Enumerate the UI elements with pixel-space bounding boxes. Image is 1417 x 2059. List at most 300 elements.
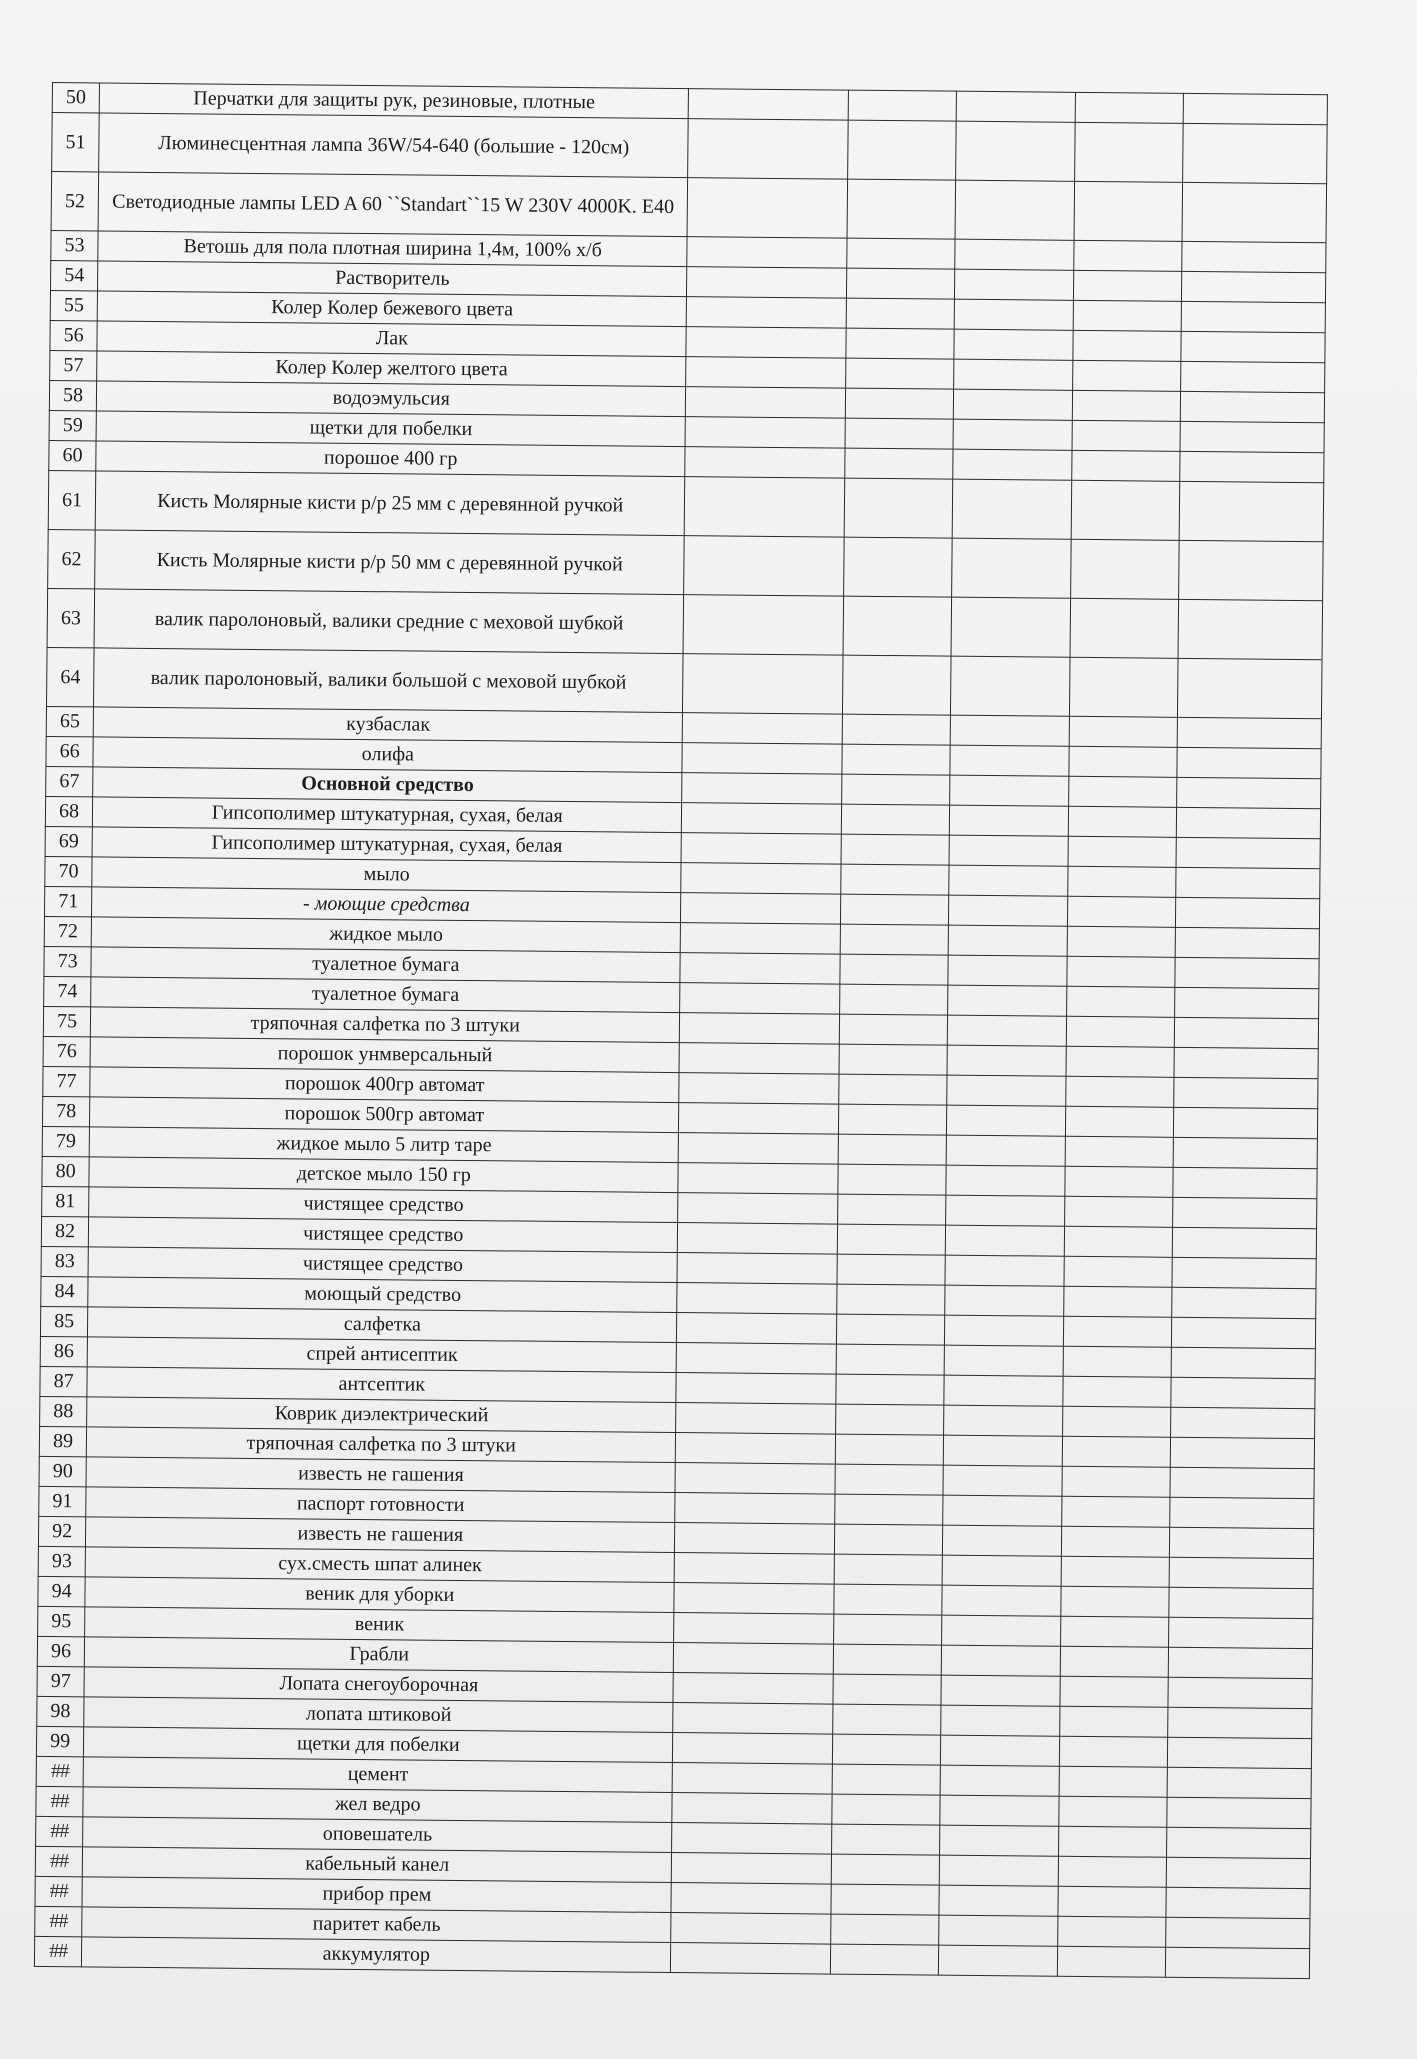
empty-cell: [943, 1405, 1062, 1436]
empty-cell: [833, 1674, 941, 1705]
empty-cell: [1069, 776, 1177, 807]
item-name-cell: порошок 500гр автомат: [90, 1097, 679, 1133]
empty-cell: [676, 1403, 836, 1435]
item-name-cell: порошок унмверсальный: [90, 1037, 679, 1073]
row-number-cell: 52: [51, 172, 99, 231]
empty-cell: [1062, 1466, 1170, 1497]
empty-cell: [1166, 1887, 1310, 1918]
empty-cell: [1068, 866, 1176, 897]
empty-cell: [1072, 450, 1180, 481]
empty-cell: [947, 1075, 1066, 1106]
empty-cell: [1074, 181, 1182, 241]
empty-cell: [943, 1435, 1062, 1466]
row-number-cell: 77: [43, 1066, 91, 1096]
empty-cell: [1181, 301, 1325, 332]
empty-cell: [1175, 957, 1319, 988]
empty-cell: [685, 447, 845, 479]
empty-cell: [834, 1584, 942, 1615]
empty-cell: [1176, 807, 1320, 838]
empty-cell: [951, 597, 1071, 657]
empty-cell: [1062, 1436, 1170, 1467]
item-name-cell: - моющие средства: [92, 887, 681, 923]
empty-cell: [1059, 1796, 1167, 1827]
empty-cell: [845, 388, 953, 419]
empty-cell: [945, 1285, 1064, 1316]
empty-cell: [687, 178, 847, 239]
empty-cell: [1172, 1227, 1316, 1258]
empty-cell: [674, 1553, 834, 1585]
item-name-cell: щетки для побелки: [96, 411, 685, 447]
item-name-cell: Ветошь для пола плотная ширина 1,4м, 100% х/б: [98, 231, 687, 267]
empty-cell: [679, 1133, 839, 1165]
item-name-cell: олифа: [93, 737, 682, 773]
empty-cell: [839, 1014, 947, 1045]
row-number-cell: 56: [50, 320, 98, 350]
row-number-cell: 82: [41, 1216, 89, 1246]
row-number-cell: 73: [44, 946, 92, 976]
empty-cell: [1167, 1797, 1311, 1828]
item-name-cell: салфетка: [88, 1307, 677, 1343]
empty-cell: [941, 1645, 1060, 1676]
empty-cell: [1167, 1827, 1311, 1858]
empty-cell: [1169, 1617, 1313, 1648]
empty-cell: [689, 89, 849, 121]
empty-cell: [1181, 331, 1325, 362]
empty-cell: [1168, 1707, 1312, 1738]
empty-cell: [675, 1463, 835, 1495]
empty-cell: [678, 1193, 838, 1225]
empty-cell: [1180, 451, 1324, 482]
item-name-cell: Растворитель: [98, 261, 687, 297]
empty-cell: [1176, 837, 1320, 868]
empty-cell: [1059, 1826, 1167, 1857]
empty-cell: [953, 449, 1072, 480]
empty-cell: [1074, 240, 1182, 271]
row-number-cell: 85: [40, 1306, 88, 1336]
empty-cell: [1068, 836, 1176, 867]
item-name-cell: спрей антисептик: [87, 1337, 676, 1373]
empty-cell: [672, 1823, 832, 1855]
empty-cell: [671, 1883, 831, 1915]
empty-cell: [944, 1345, 1063, 1376]
empty-cell: [831, 1914, 939, 1945]
empty-cell: [838, 1134, 946, 1165]
empty-cell: [1173, 1107, 1317, 1138]
empty-cell: [1073, 330, 1181, 361]
empty-cell: [671, 1943, 831, 1975]
empty-cell: [940, 1765, 1059, 1796]
empty-cell: [837, 1284, 945, 1315]
item-name-cell: туалетное бумага: [91, 977, 680, 1013]
empty-cell: [673, 1673, 833, 1705]
empty-cell: [846, 328, 954, 359]
item-name-cell: жидкое мыло 5 литр таре: [89, 1127, 678, 1163]
row-number-cell: 51: [52, 113, 100, 172]
empty-cell: [680, 983, 840, 1015]
empty-cell: [945, 1225, 1064, 1256]
empty-cell: [672, 1853, 832, 1885]
empty-cell: [948, 955, 1067, 986]
empty-cell: [844, 537, 952, 597]
empty-cell: [1176, 867, 1320, 898]
empty-cell: [1177, 717, 1321, 748]
row-number-cell: ##: [36, 1816, 84, 1846]
item-name-cell: щетки для побелки: [84, 1727, 673, 1763]
empty-cell: [1061, 1616, 1169, 1647]
empty-cell: [833, 1644, 941, 1675]
empty-cell: [842, 714, 950, 745]
empty-cell: [946, 1135, 1065, 1166]
empty-cell: [939, 1855, 1058, 1886]
row-number-cell: 99: [36, 1726, 84, 1756]
item-name-cell: Лопата снегоуборочная: [84, 1667, 673, 1703]
empty-cell: [839, 1074, 947, 1105]
empty-cell: [944, 1315, 1063, 1346]
item-name-cell: сух.сместь шпат алинек: [85, 1547, 674, 1583]
empty-cell: [1173, 1137, 1317, 1168]
empty-cell: [944, 1375, 1063, 1406]
empty-cell: [835, 1494, 943, 1525]
empty-cell: [679, 1103, 839, 1135]
item-name-cell: Гипсополимер штукатурная, сухая, белая: [92, 827, 681, 863]
empty-cell: [681, 863, 841, 895]
empty-cell: [1072, 420, 1180, 451]
empty-cell: [832, 1824, 940, 1855]
item-name-cell: валик паролоновый, валики средние с меховой шубкой: [94, 589, 684, 654]
row-number-cell: 69: [45, 826, 93, 856]
empty-cell: [688, 119, 848, 180]
empty-cell: [1171, 1407, 1315, 1438]
empty-cell: [684, 536, 844, 597]
empty-cell: [1178, 599, 1323, 659]
empty-cell: [1070, 598, 1178, 658]
empty-cell: [956, 91, 1075, 122]
empty-cell: [1059, 1766, 1167, 1797]
item-name-cell: Коврик диэлектрический: [87, 1397, 676, 1433]
empty-cell: [940, 1735, 1059, 1766]
item-name-cell: паспорт готовности: [86, 1487, 675, 1523]
empty-cell: [679, 1043, 839, 1075]
item-name-cell: Грабли: [85, 1637, 674, 1673]
row-number-cell: 67: [46, 766, 94, 796]
empty-cell: [1177, 658, 1322, 718]
item-name-cell: мыло: [92, 857, 681, 893]
empty-cell: [675, 1523, 835, 1555]
empty-cell: [842, 655, 950, 715]
empty-cell: [1065, 1196, 1173, 1227]
row-number-cell: 88: [40, 1396, 88, 1426]
empty-cell: [681, 893, 841, 925]
row-number-cell: 92: [38, 1516, 86, 1546]
row-number-cell: ##: [35, 1906, 83, 1936]
empty-cell: [955, 180, 1075, 240]
empty-cell: [846, 358, 954, 389]
empty-cell: [840, 954, 948, 985]
empty-cell: [1180, 391, 1324, 422]
item-name-cell: веник для уборки: [85, 1577, 674, 1613]
empty-cell: [1064, 1226, 1172, 1257]
empty-cell: [955, 239, 1074, 270]
empty-cell: [953, 389, 1072, 420]
empty-cell: [941, 1615, 1060, 1646]
empty-cell: [848, 120, 956, 180]
row-number-cell: 54: [50, 260, 98, 290]
empty-cell: [1064, 1286, 1172, 1317]
empty-cell: [677, 1313, 837, 1345]
empty-cell: [1067, 986, 1175, 1017]
empty-cell: [1062, 1496, 1170, 1527]
empty-cell: [950, 656, 1070, 716]
empty-cell: [954, 359, 1073, 390]
empty-cell: [685, 417, 845, 449]
empty-cell: [948, 895, 1067, 926]
empty-cell: [950, 775, 1069, 806]
row-number-cell: 87: [40, 1366, 88, 1396]
empty-cell: [674, 1643, 834, 1675]
empty-cell: [1066, 1076, 1174, 1107]
item-name-cell: Колер Колер желтого цвета: [97, 351, 686, 387]
empty-cell: [837, 1254, 945, 1285]
row-number-cell: 71: [44, 886, 92, 916]
empty-cell: [834, 1554, 942, 1585]
item-name-cell: кабельный канел: [82, 1847, 671, 1883]
empty-cell: [939, 1885, 1058, 1916]
empty-cell: [1183, 123, 1328, 183]
empty-cell: [1175, 987, 1319, 1018]
empty-cell: [838, 1104, 946, 1135]
empty-cell: [945, 1255, 1064, 1286]
empty-cell: [941, 1705, 1060, 1736]
empty-cell: [948, 925, 1067, 956]
empty-cell: [834, 1614, 942, 1645]
empty-cell: [836, 1404, 944, 1435]
empty-cell: [678, 1223, 838, 1255]
empty-cell: [1175, 897, 1319, 928]
empty-cell: [1058, 1886, 1166, 1917]
item-name-cell: валик паролоновый, валики большой с меховой шубкой: [94, 648, 684, 713]
empty-cell: [681, 833, 841, 865]
empty-cell: [1168, 1677, 1312, 1708]
empty-cell: [832, 1734, 940, 1765]
empty-cell: [843, 596, 951, 656]
empty-cell: [1069, 716, 1177, 747]
empty-cell: [685, 477, 845, 538]
empty-cell: [1074, 270, 1182, 301]
row-number-cell: 61: [48, 470, 96, 529]
empty-cell: [953, 419, 1072, 450]
empty-cell: [686, 327, 846, 359]
row-number-cell: 70: [45, 856, 93, 886]
empty-cell: [676, 1373, 836, 1405]
empty-cell: [1174, 1017, 1318, 1048]
empty-cell: [837, 1224, 945, 1255]
row-number-cell: 64: [47, 647, 95, 706]
row-number-cell: 79: [42, 1126, 90, 1156]
empty-cell: [683, 654, 843, 715]
empty-cell: [1174, 1077, 1318, 1108]
empty-cell: [672, 1793, 832, 1825]
empty-cell: [674, 1583, 834, 1615]
row-number-cell: ##: [35, 1876, 83, 1906]
row-number-cell: 72: [44, 916, 92, 946]
row-number-cell: 97: [37, 1666, 85, 1696]
row-number-cell: 86: [40, 1336, 88, 1366]
inventory-table: [34, 82, 1328, 1979]
item-name-cell: Кисть Молярные кисти р/р 50 мм с деревянной ручкой: [95, 530, 685, 595]
empty-cell: [683, 595, 843, 656]
row-number-cell: 94: [38, 1576, 86, 1606]
empty-cell: [1167, 1767, 1311, 1798]
empty-cell: [939, 1825, 1058, 1856]
empty-cell: [947, 1015, 1066, 1046]
empty-cell: [1169, 1587, 1313, 1618]
empty-cell: [830, 1944, 938, 1975]
empty-cell: [686, 357, 846, 389]
empty-cell: [1061, 1586, 1169, 1617]
empty-cell: [846, 268, 954, 299]
row-number-cell: 58: [49, 380, 97, 410]
empty-cell: [1060, 1706, 1168, 1737]
empty-cell: [1063, 1406, 1171, 1437]
empty-cell: [1177, 777, 1321, 808]
empty-cell: [1060, 1646, 1168, 1677]
empty-cell: [1166, 1857, 1310, 1888]
empty-cell: [1066, 1016, 1174, 1047]
empty-cell: [1073, 360, 1181, 391]
empty-cell: [949, 805, 1068, 836]
row-number-cell: 78: [42, 1096, 90, 1126]
empty-cell: [672, 1763, 832, 1795]
empty-cell: [1179, 481, 1324, 541]
empty-cell: [1068, 806, 1176, 837]
empty-cell: [952, 479, 1072, 539]
item-name-cell: Люминесцентная лампа 36W/54-640 (большие - 120см): [99, 113, 689, 178]
row-number-cell: 89: [39, 1426, 87, 1456]
item-name-cell: Лак: [97, 321, 686, 357]
empty-cell: [679, 1073, 839, 1105]
empty-cell: [948, 985, 1067, 1016]
row-number-cell: 95: [38, 1606, 86, 1636]
row-number-cell: 84: [41, 1276, 89, 1306]
empty-cell: [680, 1013, 840, 1045]
row-number-cell: 63: [47, 588, 95, 647]
table-body: [34, 83, 1327, 1979]
item-name-cell: оповешатель: [83, 1817, 672, 1853]
empty-cell: [1181, 271, 1325, 302]
empty-cell: [838, 1164, 946, 1195]
empty-cell: [946, 1105, 1065, 1136]
empty-cell: [1181, 361, 1325, 392]
row-number-cell: ##: [36, 1756, 84, 1786]
empty-cell: [832, 1794, 940, 1825]
item-name-cell: Кисть Молярные кисти р/р 25 мм с деревянной ручкой: [95, 471, 685, 536]
empty-cell: [1065, 1166, 1173, 1197]
empty-cell: [838, 1194, 946, 1225]
empty-cell: [950, 745, 1069, 776]
empty-cell: [952, 538, 1072, 598]
item-name-cell: аккумулятор: [82, 1937, 671, 1973]
empty-cell: [841, 834, 949, 865]
item-name-cell: чистящее средство: [89, 1217, 678, 1253]
empty-cell: [677, 1283, 837, 1315]
empty-cell: [1171, 1377, 1315, 1408]
row-number-cell: 75: [43, 1006, 91, 1036]
empty-cell: [945, 1195, 1064, 1226]
empty-cell: [836, 1374, 944, 1405]
empty-cell: [682, 773, 842, 805]
empty-cell: [1061, 1526, 1169, 1557]
empty-cell: [836, 1314, 944, 1345]
empty-cell: [1071, 480, 1179, 540]
item-name-cell: жел ведро: [83, 1787, 672, 1823]
item-name-cell: известь не гашения: [86, 1457, 675, 1493]
empty-cell: [848, 90, 956, 121]
empty-cell: [1066, 1106, 1174, 1137]
empty-cell: [941, 1675, 1060, 1706]
row-number-cell: 93: [38, 1546, 86, 1576]
empty-cell: [1063, 1346, 1171, 1377]
empty-cell: [673, 1733, 833, 1765]
empty-cell: [943, 1465, 1062, 1496]
empty-cell: [682, 803, 842, 835]
empty-cell: [954, 329, 1073, 360]
empty-cell: [832, 1764, 940, 1795]
empty-cell: [1073, 300, 1181, 331]
item-name-cell: антсептик: [87, 1367, 676, 1403]
empty-cell: [942, 1585, 1061, 1616]
empty-cell: [831, 1854, 939, 1885]
empty-cell: [1182, 182, 1327, 242]
empty-cell: [840, 924, 948, 955]
empty-cell: [1059, 1736, 1167, 1767]
row-number-cell: 60: [49, 440, 97, 470]
empty-cell: [687, 237, 847, 269]
empty-cell: [840, 894, 948, 925]
empty-cell: [686, 387, 846, 419]
empty-cell: [1067, 926, 1175, 957]
empty-cell: [681, 923, 841, 955]
empty-cell: [943, 1495, 1062, 1526]
empty-cell: [1173, 1197, 1317, 1228]
item-name-cell: Перчатки для защиты рук, резиновые, плотные: [99, 83, 688, 119]
empty-cell: [841, 804, 949, 835]
empty-cell: [947, 1045, 1066, 1076]
empty-cell: [1071, 539, 1179, 599]
row-number-cell: 90: [39, 1456, 87, 1486]
empty-cell: [1166, 1917, 1310, 1948]
empty-cell: [842, 774, 950, 805]
empty-cell: [673, 1703, 833, 1735]
empty-cell: [676, 1343, 836, 1375]
empty-cell: [940, 1795, 1059, 1826]
empty-cell: [839, 1044, 947, 1075]
empty-cell: [1064, 1256, 1172, 1287]
item-name-cell: веник: [85, 1607, 674, 1643]
empty-cell: [847, 179, 955, 239]
empty-cell: [1060, 1676, 1168, 1707]
empty-cell: [1172, 1287, 1316, 1318]
empty-cell: [1072, 390, 1180, 421]
item-name-cell: туалетное бумага: [91, 947, 680, 983]
empty-cell: [938, 1945, 1057, 1976]
empty-cell: [840, 984, 948, 1015]
empty-cell: [1174, 1047, 1318, 1078]
item-name-cell: известь не гашения: [86, 1517, 675, 1553]
empty-cell: [1067, 956, 1175, 987]
row-number-cell: ##: [34, 1936, 82, 1966]
empty-cell: [687, 267, 847, 299]
item-name-cell: Гипсополимер штукатурная, сухая, белая: [93, 797, 682, 833]
